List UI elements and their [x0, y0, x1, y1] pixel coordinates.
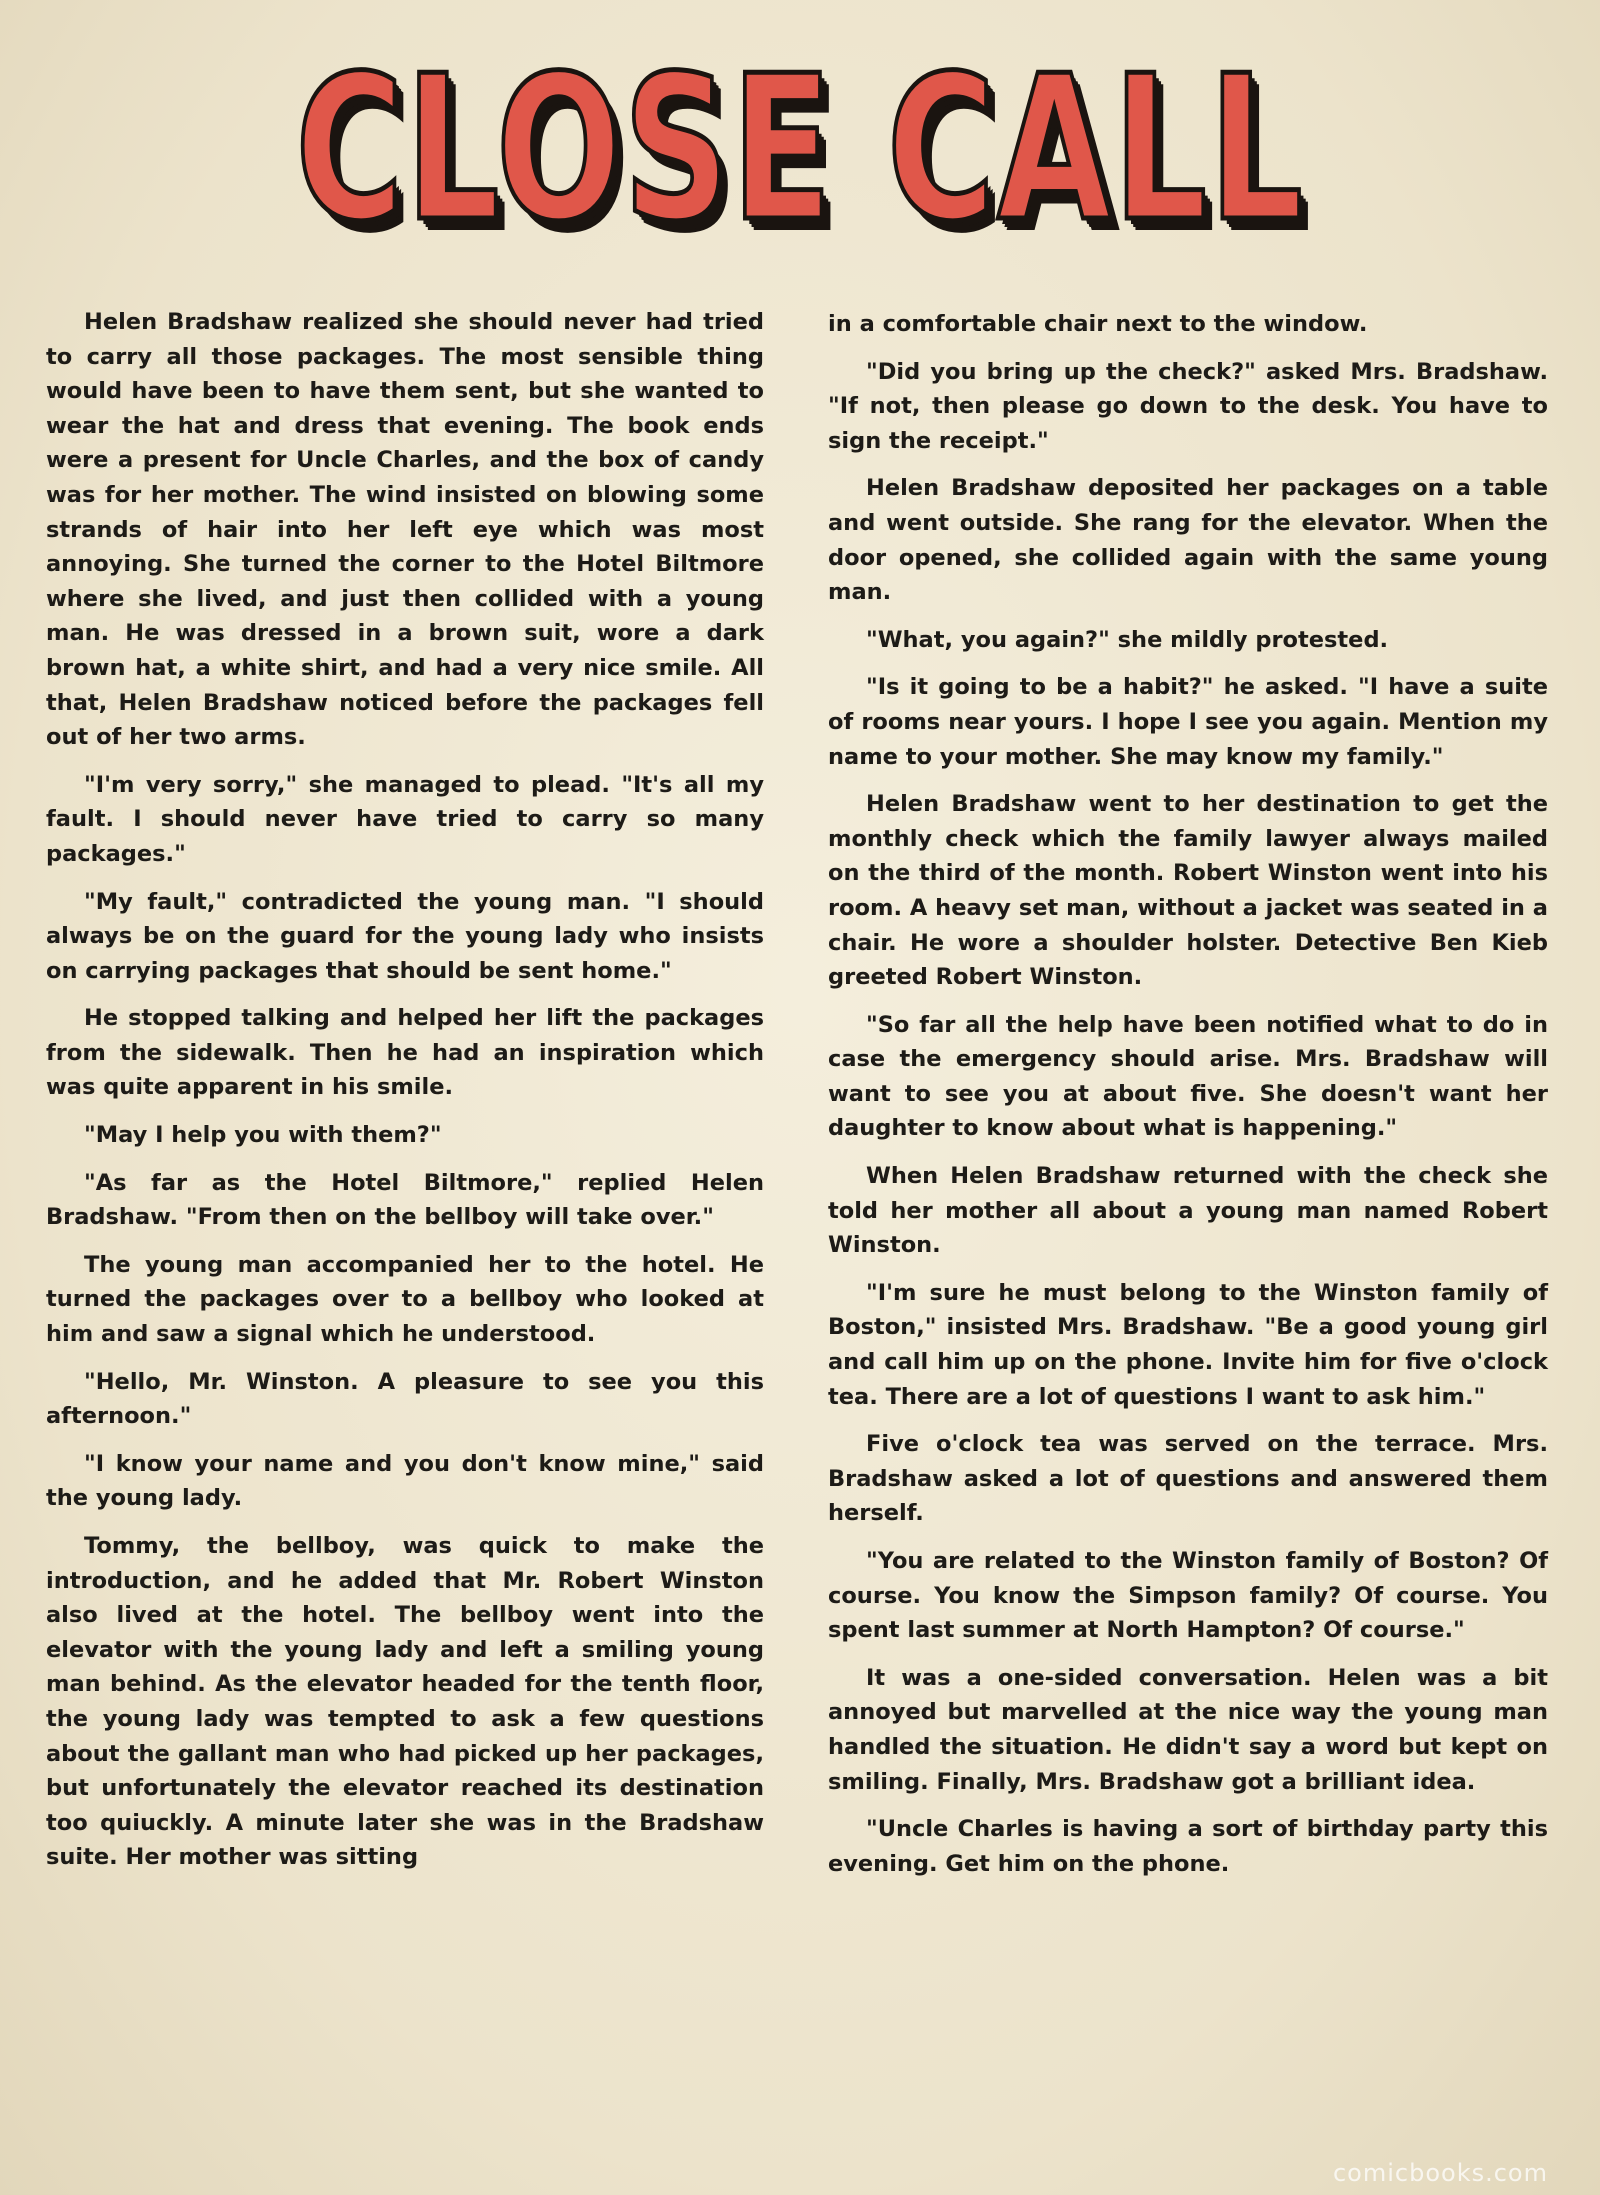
paragraph: It was a one-sided conversation. Helen was a bit annoyed but marvelled at the nice way the young man handled the situation. He didn't say a word but kept on smiling. Finally, Mrs. Bradshaw got a brilliant idea.: [828, 1664, 1548, 1795]
paragraph: in a comfortable chair next to the window.: [828, 311, 1368, 337]
paragraph: "What, you again?" she mildly protested.: [866, 626, 1389, 653]
paragraph: "May I help you with them?": [84, 1122, 442, 1149]
paragraph: Tommy, the bellboy, was quick to make the introduction, and he added that Mr. Robert Winston also lived at the hotel. The bellboy went into the elevator with the young lady and left a smiling young man behind. As the elevator headed for the tenth floor, the young lady was tempted to ask a few questions about the gallant man who had picked up her packages, but unfortunately the elevator reached its destination too quiuckly. A minute later she was in the Bradshaw suite. Her mother was sitting: [46, 1533, 764, 1871]
paragraph: "I know your name and you don't know mine," said the young lady.: [46, 1450, 764, 1512]
paragraph: "Uncle Charles is having a sort of birthday party this evening. Get him on the phone.: [828, 1816, 1548, 1877]
paragraph: "My fault," contradicted the young man. "I should always be on the guard for the young lady who insists on carrying packages that should be sent home.": [46, 888, 764, 984]
title-banner: [0, 33, 1600, 270]
story-title: CLOSE CALL: [295, 33, 1305, 266]
watermark: comicbooks.com: [1332, 2159, 1548, 2187]
paragraph: Five o'clock tea was served on the terrace. Mrs. Bradshaw asked a lot of questions and answered them herself.: [828, 1431, 1548, 1527]
paragraph: "Hello, Mr. Winston. A pleasure to see you this afternoon.": [46, 1368, 764, 1430]
right-column: [828, 307, 1548, 1894]
paragraph: "I'm very sorry," she managed to plead. "It's all my fault. I should never have tried to carry so many packages.": [46, 771, 764, 867]
paragraph: Helen Bradshaw deposited her packages on a table and went outside. She rang for the elevator. When the door opened, she collided again with the same young man.: [828, 475, 1548, 606]
paragraph: "You are related to the Winston family of Boston? Of course. You know the Simpson family? Of course. You spent last summer at North Hampton? Of course.": [828, 1548, 1548, 1644]
paragraph: "Did you bring up the check?" asked Mrs. Bradshaw. "If not, then please go down to the desk. You have to sign the receipt.": [828, 358, 1548, 454]
paragraph: When Helen Bradshaw returned with the check she told her mother all about a young man named Robert Winston.: [828, 1163, 1548, 1259]
paragraph: Helen Bradshaw realized she should never had tried to carry all those packages. The most sensible thing would have been to have them sent, but she wanted to wear the hat and dress that evening. The book ends were a present for Uncle Charles, and the box of candy was for her mother. The wind insisted on blowing some strands of hair into her left eye which was most annoying. She turned the corner to the Hotel Biltmore where she lived, and just then collided with a young man. He was dressed in a brown suit, wore a dark brown hat, a white shirt, and had a very nice smile. All that, Helen Bradshaw noticed before the packages fell out of her two arms.: [46, 309, 764, 751]
paragraph: The young man accompanied her to the hotel. He turned the packages over to a bellboy who looked at him and saw a signal which he understood.: [46, 1251, 764, 1348]
paragraph: "I'm sure he must belong to the Winston family of Boston," insisted Mrs. Bradshaw. "Be a good young girl and call him up on the phone. Invite him for five o'clock tea. There are a lot of questions I want to ask him.": [828, 1279, 1548, 1410]
paragraph: Helen Bradshaw went to her destination to get the monthly check which the family lawyer always mailed on the third of the month. Robert Winston went into his room. A heavy set man, without a jacket was seated in a chair. He wore a shoulder holster. Detective Ben Kieb greeted Robert Winston.: [828, 791, 1548, 991]
left-column: [46, 305, 764, 1888]
paragraph: He stopped talking and helped her lift the packages from the sidewalk. Then he had an inspiration which was quite apparent in his smile.: [46, 1005, 764, 1101]
paragraph: "Is it going to be a habit?" he asked. "I have a suite of rooms near yours. I hope I see you again. Mention my name to your mother. She may know my family.": [828, 674, 1548, 770]
paragraph: "As far as the Hotel Biltmore," replied Helen Bradshaw. "From then on the bellboy will take over.": [46, 1169, 764, 1231]
paragraph: "So far all the help have been notified what to do in case the emergency should arise. Mrs. Bradshaw will want to see you at about five. She doesn't want her daughter to know about what is happening.": [828, 1011, 1548, 1142]
